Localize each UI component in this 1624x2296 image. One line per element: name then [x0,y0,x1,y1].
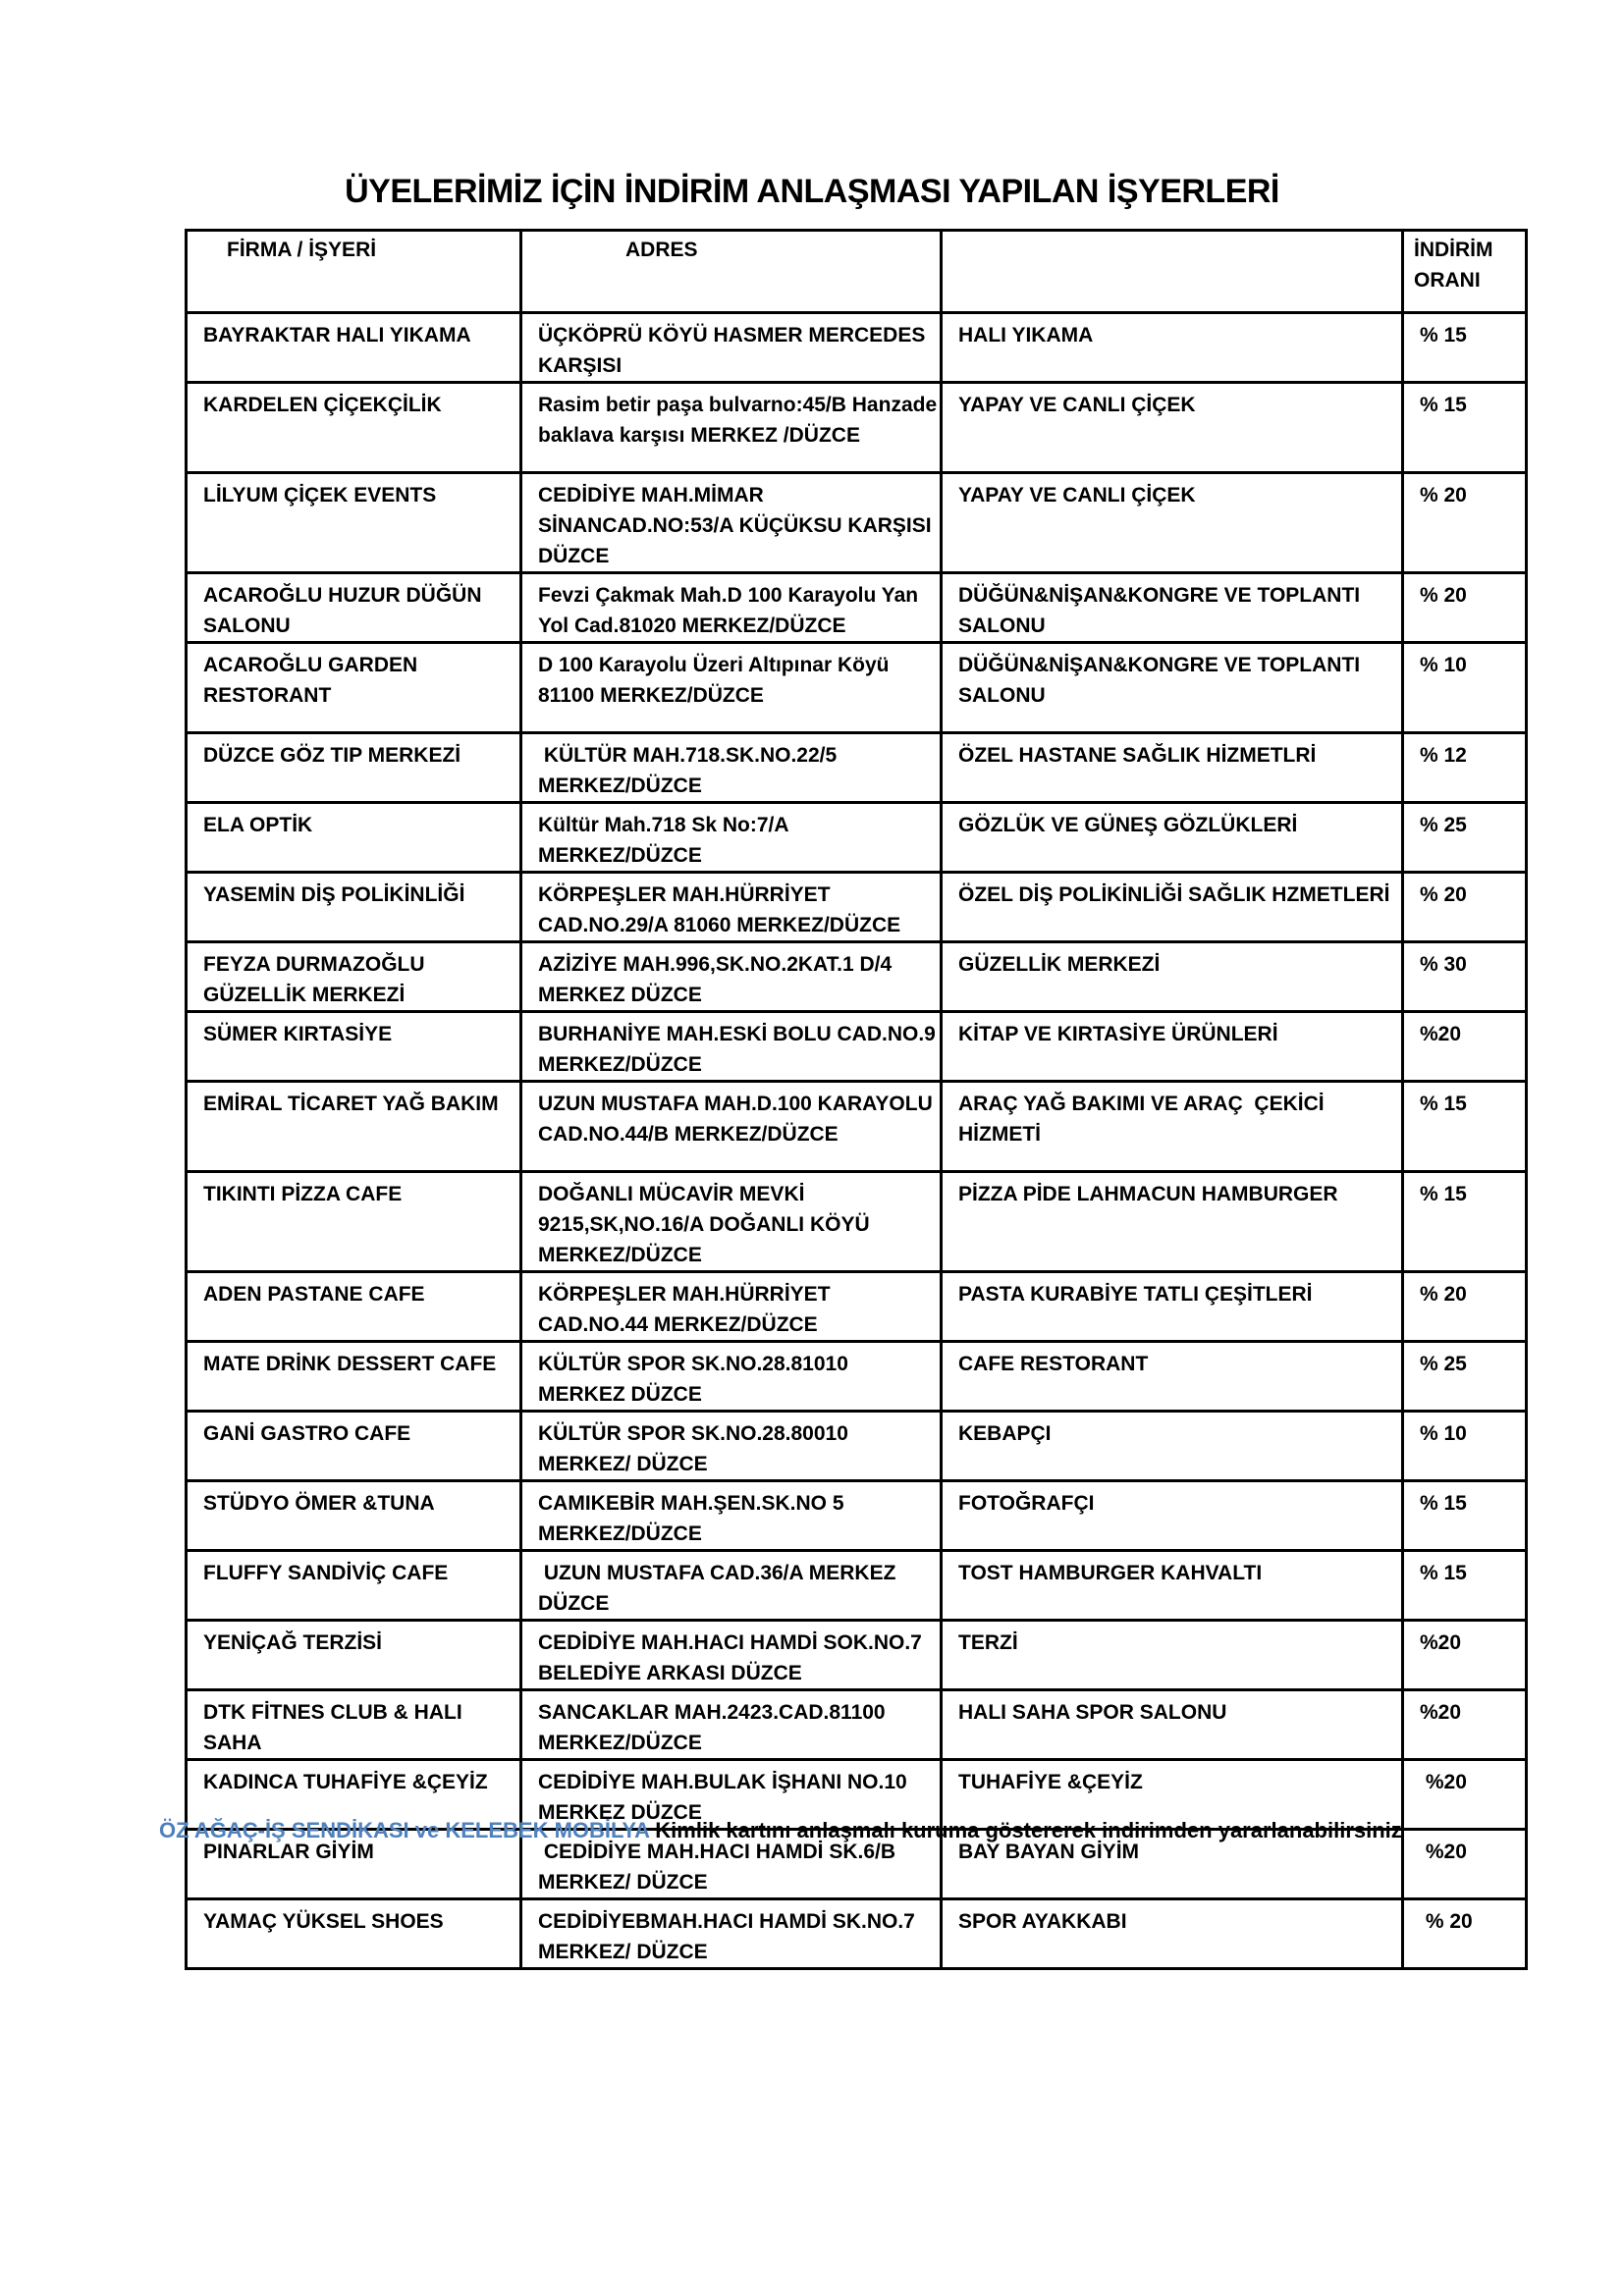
table-row [187,733,1527,803]
cell-service: KEBAPÇI [942,1412,1403,1481]
cell-address: ÜÇKÖPRÜ KÖYÜ HASMER MERCEDES KARŞISI [521,313,942,383]
cell-discount: %20 [1403,1830,1527,1899]
cell-address: SANCAKLAR MAH.2423.CAD.81100 MERKEZ/DÜZCE [521,1690,942,1760]
cell-discount: % 12 [1403,733,1527,803]
cell-discount: % 25 [1403,803,1527,873]
header-service [942,231,1403,313]
cell-firm: DTK FİTNES CLUB & HALI SAHA [187,1690,521,1760]
cell-firm: PINARLAR GİYİM [187,1830,521,1899]
cell-service: DÜĞÜN&NİŞAN&KONGRE VE TOPLANTI SALONU [942,573,1403,643]
cell-firm: DÜZCE GÖZ TIP MERKEZİ [187,733,521,803]
cell-service: TOST HAMBURGER KAHVALTI [942,1551,1403,1621]
cell-address: CEDİDİYEBMAH.HACI HAMDİ SK.NO.7 MERKEZ/ DÜZCE [521,1899,942,1969]
header-discount [1403,231,1527,313]
header-address: ADRES [521,231,942,313]
cell-address: CEDİDİYE MAH.BULAK İŞHANI NO.10 MERKEZ DÜZCE [521,1760,942,1830]
footer-highlight: ÖZ AĞAÇ-İŞ SENDİKASI ve KELEBEK MOBİLYA [159,1818,650,1842]
cell-discount: % 30 [1403,942,1527,1012]
footer-text: Kimlik kartını anlaşmalı kuruma göstererek indirimden yararlanabilirsiniz [649,1818,1402,1842]
header-firm: FİRMA / İŞYERİ [187,231,521,313]
table-row [187,873,1527,942]
cell-address: UZUN MUSTAFA CAD.36/A MERKEZ DÜZCE [521,1551,942,1621]
cell-service: HALI SAHA SPOR SALONU [942,1690,1403,1760]
table-row [187,1272,1527,1342]
table-row [187,1481,1527,1551]
table-row [187,643,1527,733]
table-row [187,1551,1527,1621]
table-row [187,313,1527,383]
cell-discount: % 15 [1403,1172,1527,1272]
cell-address: KÜLTÜR SPOR SK.NO.28.81010 MERKEZ DÜZCE [521,1342,942,1412]
cell-service: CAFE RESTORANT [942,1342,1403,1412]
cell-discount: %20 [1403,1012,1527,1082]
cell-discount: %20 [1403,1621,1527,1690]
cell-firm: KADINCA TUHAFİYE &ÇEYİZ [187,1760,521,1830]
table-row [187,573,1527,643]
cell-discount: % 25 [1403,1342,1527,1412]
cell-discount: % 15 [1403,383,1527,473]
cell-address: CEDİDİYE MAH.MİMAR SİNANCAD.NO:53/A KÜÇÜKSU KARŞISI DÜZCE [521,473,942,573]
table-row [187,1082,1527,1172]
cell-service: ARAÇ YAĞ BAKIMI VE ARAÇ ÇEKİCİ HİZMETİ [942,1082,1403,1172]
table-row [187,1621,1527,1690]
cell-address: Kültür Mah.718 Sk No:7/A MERKEZ/DÜZCE [521,803,942,873]
cell-address: CAMIKEBİR MAH.ŞEN.SK.NO 5 MERKEZ/DÜZCE [521,1481,942,1551]
cell-service: PASTA KURABİYE TATLI ÇEŞİTLERİ [942,1272,1403,1342]
cell-service: PİZZA PİDE LAHMACUN HAMBURGER [942,1172,1403,1272]
cell-firm: TIKINTI PİZZA CAFE [187,1172,521,1272]
table-row [187,1012,1527,1082]
cell-discount: %20 [1403,1690,1527,1760]
table-row [187,1899,1527,1969]
header-discount-line1: İNDİRİM [1414,239,1493,261]
cell-discount: % 10 [1403,1412,1527,1481]
cell-service: SPOR AYAKKABI [942,1899,1403,1969]
cell-firm: ACAROĞLU HUZUR DÜĞÜN SALONU [187,573,521,643]
cell-firm: BAYRAKTAR HALI YIKAMA [187,313,521,383]
header-discount-line2: ORANI [1414,269,1481,292]
cell-discount: %20 [1403,1760,1527,1830]
cell-service: KİTAP VE KIRTASİYE ÜRÜNLERİ [942,1012,1403,1082]
cell-firm: YASEMİN DİŞ POLİKİNLİĞİ [187,873,521,942]
cell-service: YAPAY VE CANLI ÇİÇEK [942,383,1403,473]
cell-address: KÜLTÜR SPOR SK.NO.28.80010 MERKEZ/ DÜZCE [521,1412,942,1481]
cell-firm: MATE DRİNK DESSERT CAFE [187,1342,521,1412]
cell-address: Rasim betir paşa bulvarno:45/B Hanzade baklava karşısı MERKEZ /DÜZCE [521,383,942,473]
cell-firm: ADEN PASTANE CAFE [187,1272,521,1342]
cell-firm: FEYZA DURMAZOĞLU GÜZELLİK MERKEZİ [187,942,521,1012]
cell-address: BURHANİYE MAH.ESKİ BOLU CAD.NO.9 MERKEZ/DÜZCE [521,1012,942,1082]
table-row [187,1412,1527,1481]
cell-firm: YAMAÇ YÜKSEL SHOES [187,1899,521,1969]
cell-discount: % 15 [1403,1481,1527,1551]
table-row [187,942,1527,1012]
cell-service: DÜĞÜN&NİŞAN&KONGRE VE TOPLANTI SALONU [942,643,1403,733]
cell-address: DOĞANLI MÜCAVİR MEVKİ 9215,SK,NO.16/A DOĞANLI KÖYÜ MERKEZ/DÜZCE [521,1172,942,1272]
cell-address: KÖRPEŞLER MAH.HÜRRİYET CAD.NO.44 MERKEZ/DÜZCE [521,1272,942,1342]
cell-firm: STÜDYO ÖMER &TUNA [187,1481,521,1551]
table-row [187,473,1527,573]
cell-service: FOTOĞRAFÇI [942,1481,1403,1551]
table-row [187,1172,1527,1272]
cell-address: CEDİDİYE MAH.HACI HAMDİ SOK.NO.7 BELEDİYE ARKASI DÜZCE [521,1621,942,1690]
cell-firm: KARDELEN ÇİÇEKÇİLİK [187,383,521,473]
cell-address: AZİZİYE MAH.996,SK.NO.2KAT.1 D/4 MERKEZ DÜZCE [521,942,942,1012]
cell-discount: % 20 [1403,873,1527,942]
cell-address: UZUN MUSTAFA MAH.D.100 KARAYOLU CAD.NO.44/B MERKEZ/DÜZCE [521,1082,942,1172]
cell-firm: GANİ GASTRO CAFE [187,1412,521,1481]
cell-service: GÜZELLİK MERKEZİ [942,942,1403,1012]
cell-discount: % 20 [1403,573,1527,643]
cell-address: D 100 Karayolu Üzeri Altıpınar Köyü 81100 MERKEZ/DÜZCE [521,643,942,733]
cell-discount: % 20 [1403,1899,1527,1969]
cell-service: HALI YIKAMA [942,313,1403,383]
table-row [187,803,1527,873]
cell-firm: ACAROĞLU GARDEN RESTORANT [187,643,521,733]
cell-discount: % 20 [1403,473,1527,573]
cell-firm: ELA OPTİK [187,803,521,873]
cell-firm: EMİRAL TİCARET YAĞ BAKIM [187,1082,521,1172]
cell-address: KÖRPEŞLER MAH.HÜRRİYET CAD.NO.29/A 81060 MERKEZ/DÜZCE [521,873,942,942]
cell-address: KÜLTÜR MAH.718.SK.NO.22/5 MERKEZ/DÜZCE [521,733,942,803]
cell-service: YAPAY VE CANLI ÇİÇEK [942,473,1403,573]
page-title: ÜYELERİMİZ İÇİN İNDİRİM ANLAŞMASI YAPILAN İŞYERLERİ [345,173,1279,210]
discount-table [185,229,1528,1970]
cell-address: CEDİDİYE MAH.HACI HAMDİ SK.6/B MERKEZ/ DÜZCE [521,1830,942,1899]
cell-service: ÖZEL DİŞ POLİKİNLİĞİ SAĞLIK HZMETLERİ [942,873,1403,942]
footer-note [159,1818,1402,1843]
cell-address: Fevzi Çakmak Mah.D 100 Karayolu Yan Yol Cad.81020 MERKEZ/DÜZCE [521,573,942,643]
cell-service: GÖZLÜK VE GÜNEŞ GÖZLÜKLERİ [942,803,1403,873]
cell-discount: % 15 [1403,313,1527,383]
table-row [187,383,1527,473]
cell-discount: % 20 [1403,1272,1527,1342]
cell-firm: YENİÇAĞ TERZİSİ [187,1621,521,1690]
cell-firm: FLUFFY SANDİVİÇ CAFE [187,1551,521,1621]
cell-service: TUHAFİYE &ÇEYİZ [942,1760,1403,1830]
cell-discount: % 15 [1403,1551,1527,1621]
table-header-row [187,231,1527,313]
cell-firm: LİLYUM ÇİÇEK EVENTS [187,473,521,573]
cell-discount: % 15 [1403,1082,1527,1172]
cell-service: BAY BAYAN GİYİM [942,1830,1403,1899]
table-row [187,1690,1527,1760]
cell-service: TERZİ [942,1621,1403,1690]
cell-firm: SÜMER KIRTASİYE [187,1012,521,1082]
table-row [187,1342,1527,1412]
cell-discount: % 10 [1403,643,1527,733]
cell-service: ÖZEL HASTANE SAĞLIK HİZMETLRİ [942,733,1403,803]
